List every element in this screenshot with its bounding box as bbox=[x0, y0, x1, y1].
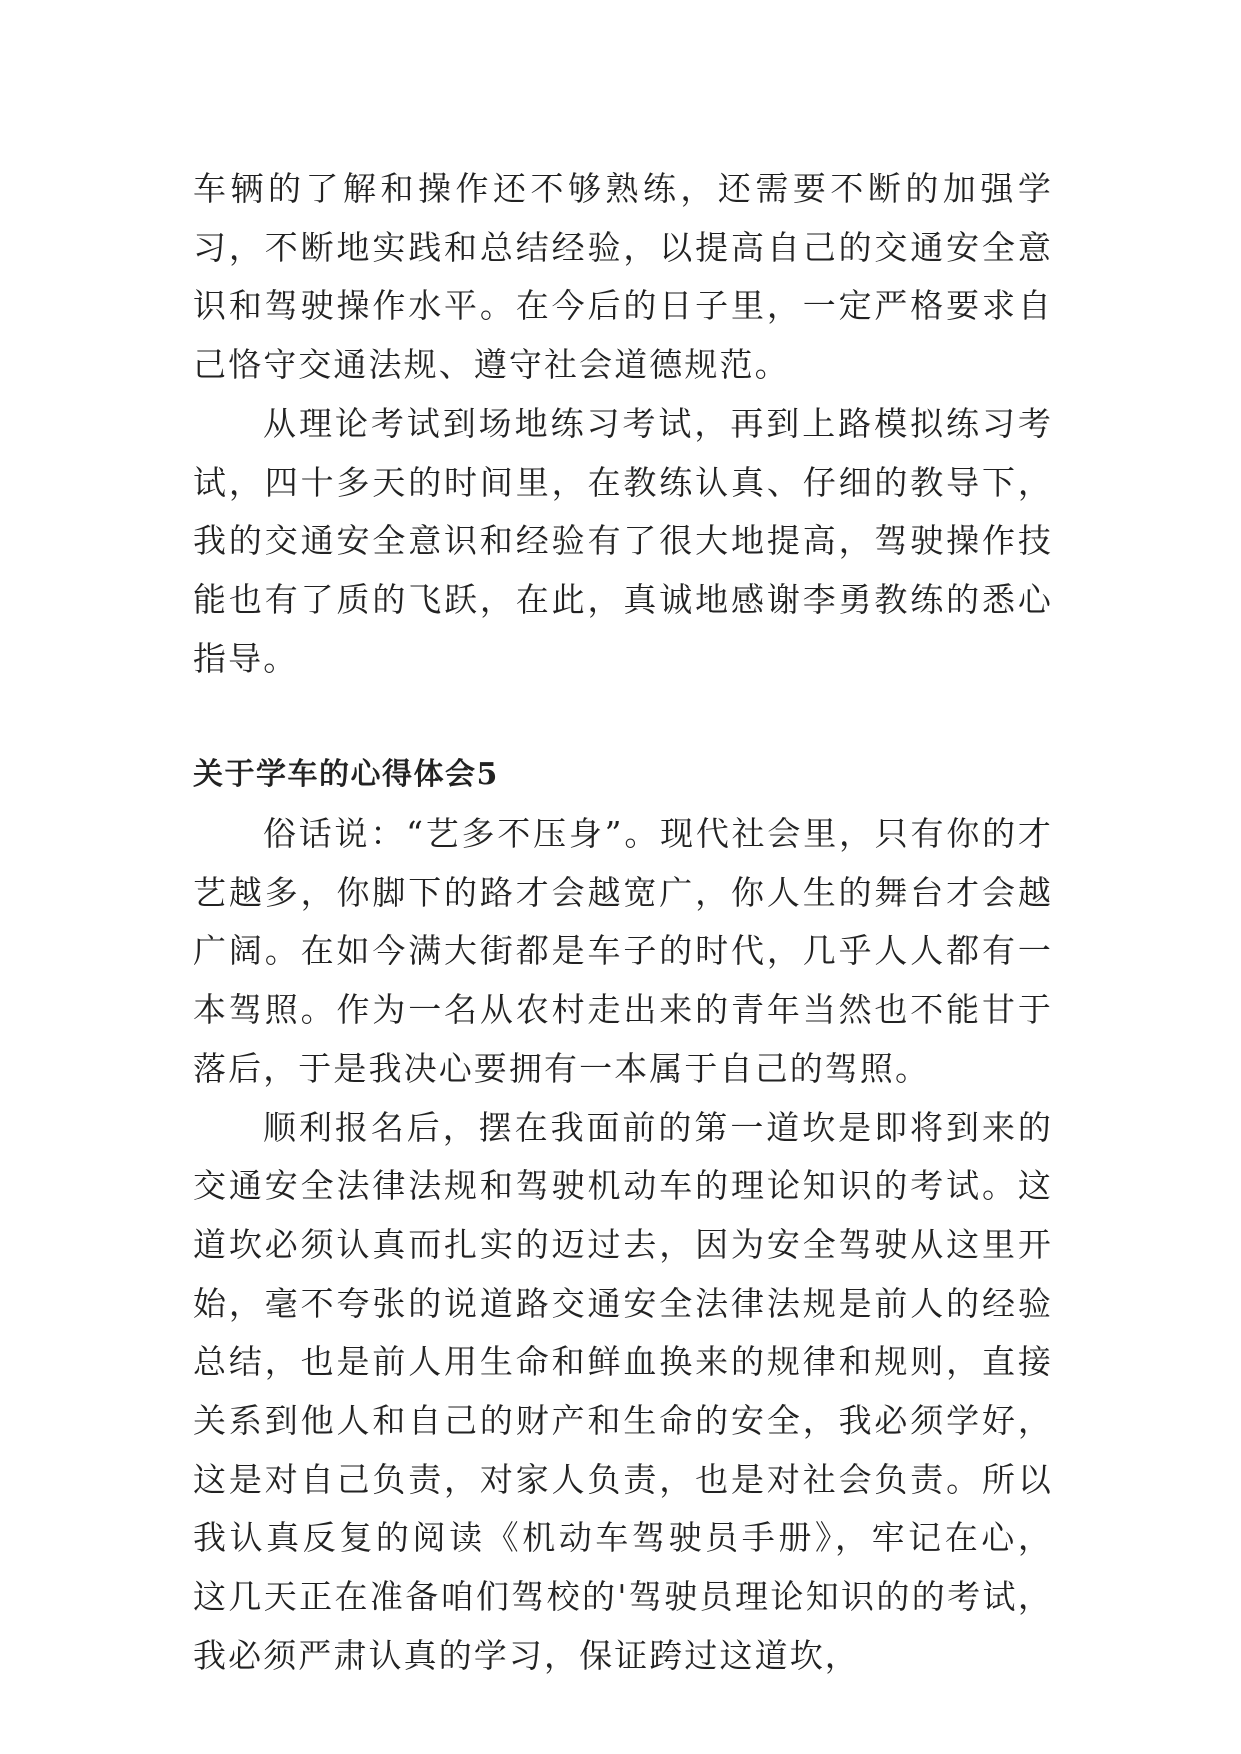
section-heading: 关于学车的心得体会5 bbox=[193, 757, 499, 793]
paragraph-thanks: 从理论考试到场地练习考试，再到上路模拟练习考试，四十多天的时间里，在教练认真、仔细的教导下，我的交通安全意识和经验有了很大地提高，驾驶操作技能也有了质的飞跃，在此，真诚地感谢李勇教练的悉心指导。 bbox=[193, 403, 1053, 678]
section-gap bbox=[193, 688, 1053, 746]
document-page bbox=[193, 160, 1053, 1686]
paragraph-theory-exam: 顺利报名后，摆在我面前的第一道坎是即将到来的交通安全法律法规和驾驶机动车的理论知识的考试。这道坎必须认真而扎实的迈过去，因为安全驾驶从这里开始，毫不夸张的说道路交通安全法律法规是前人的经验总结，也是前人用生命和鲜血换来的规律和规则，直接关系到他人和自己的财产和生命的安全，我必须学好，这是对自己负责，对家人负责，也是对社会负责。所以我认真反复的阅读《机动车驾驶员手册》，牢记在心，这几天正在准备咱们驾校的'驾驶员理论知识的的考试，我必须严肃认真的学习，保证跨过这道坎， bbox=[193, 1107, 1053, 1675]
paragraph-continued: 车辆的了解和操作还不够熟练，还需要不断的加强学习，不断地实践和总结经验，以提高自己的交通安全意识和驾驶操作水平。在今后的日子里，一定严格要求自己恪守交通法规、遵守社会道德规范。 bbox=[193, 169, 1053, 385]
paragraph-proverb: 俗话说：“艺多不压身”。现代社会里，只有你的才艺越多，你脚下的路才会越宽广，你人生的舞台才会越广阔。在如今满大街都是车子的时代，几乎人人都有一本驾照。作为一名从农村走出来的青年当然也不能甘于落后，于是我决心要拥有一本属于自己的驾照。 bbox=[193, 814, 1053, 1088]
